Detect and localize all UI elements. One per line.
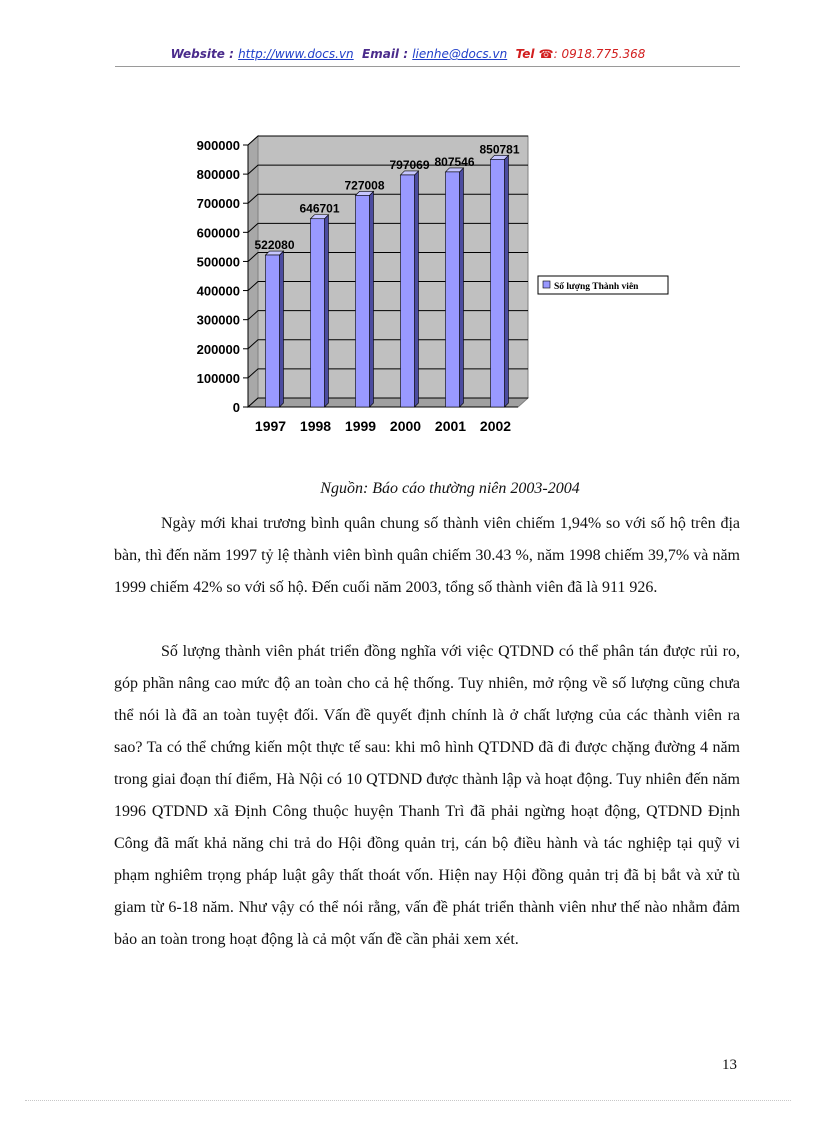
bar-side	[415, 171, 419, 407]
chart-source: Nguồn: Báo cáo thường niên 2003-2004	[320, 480, 580, 497]
bar-side	[325, 215, 329, 407]
x-tick-label: 1998	[299, 418, 332, 434]
y-tick-label: 600000	[196, 225, 240, 241]
data-label: 646701	[299, 201, 340, 216]
legend-swatch	[543, 281, 550, 288]
email-label: Email :	[362, 47, 409, 61]
phone-icon: ☎	[538, 47, 554, 61]
email-link[interactable]: lienhe@docs.vn	[412, 47, 508, 61]
y-tick-label: 100000	[196, 370, 240, 386]
bar	[356, 195, 370, 407]
y-tick-label: 700000	[196, 196, 240, 212]
x-tick-label: 1999	[344, 418, 377, 434]
chart-back-layer	[243, 136, 528, 407]
header-divider	[115, 66, 740, 67]
y-tick-label: 400000	[196, 283, 240, 299]
x-tick-label: 2001	[434, 418, 467, 434]
y-tick-label: 900000	[196, 138, 240, 153]
plot-floor	[248, 398, 528, 407]
paragraph-2-block	[114, 636, 740, 956]
x-tick-label: 2000	[389, 418, 422, 434]
plot-side-wall	[248, 136, 258, 407]
plot-back-wall	[258, 136, 528, 398]
legend-label: Số lượng Thành viên	[554, 282, 639, 292]
y-tick-label: 300000	[196, 312, 240, 328]
y-tick-label: 800000	[196, 167, 240, 183]
x-tick-label: 1997	[254, 418, 287, 434]
member-count-chart	[178, 128, 678, 438]
page-number: 13	[722, 1057, 737, 1073]
data-label: 727008	[344, 178, 385, 193]
footer-divider	[25, 1100, 791, 1101]
chart-legend	[538, 276, 668, 294]
bar-side	[370, 191, 374, 407]
bar	[266, 255, 280, 407]
bar	[311, 219, 325, 407]
y-tick-label: 0	[232, 400, 240, 415]
y-tick-label: 200000	[196, 341, 240, 357]
bar	[491, 159, 505, 407]
paragraph-1-block	[114, 508, 740, 604]
paragraph-1: Ngày mới khai trương bình quân chung số thành viên chiếm 1,94% so với số hộ trên địa bàn, thì đến năm 1997 tỷ lệ thành viên bình quân chiếm 30.43 %, năm 1998 chiếm 39,7% và năm 1999 chiếm 42% so với số hộ. Đến cuối năm 2003, tổng số thành viên đã là 911 926.	[114, 515, 740, 596]
y-tick-label: 500000	[196, 254, 240, 270]
bar	[446, 172, 460, 407]
data-label: 807546	[434, 154, 475, 169]
x-tick-label: 2002	[479, 418, 512, 434]
bar-side	[280, 251, 284, 407]
paragraph-2: Số lượng thành viên phát triển đồng nghĩa với việc QTDND có thể phân tán được rủi ro, góp phần nâng cao mức độ an toàn cho cả hệ thống. Tuy nhiên, mở rộng về số lượng cũng chưa thể nói là đã an toàn tuyệt đối. Vấn đề quyết định chính là ở chất lượng của các thành viên ra sao? Ta có thể chứng kiến một thực tế sau: khi mô hình QTDND đã đi được chặng đường 4 năm trong giai đoạn thí điểm, Hà Nội có 10 QTDND được thành lập và hoạt động. Tuy nhiên đến năm 1996 QTDND xã Định Công thuộc huyện Thanh Trì đã phải ngừng hoạt động, QTDND Định Công đã mất khả năng chi trả do Hội đồng quản trị, cán bộ điều hành và tác nghiệp tại quỹ vi phạm nghiêm trọng pháp luật gây thất thoát vốn. Hiện nay Hội đồng quản trị đã bị bắt và xử tù giam từ 6-18 năm. Như vậy có thể nói rằng, vấn đề phát triển thành viên như thế nào nhằm đảm bảo an toàn trong hoạt động là cả một vấn đề cần phải xem xét.	[114, 643, 740, 948]
data-label: 522080	[254, 238, 295, 253]
page-header	[0, 47, 816, 61]
tel-number: : 0918.775.368	[553, 47, 646, 61]
bar	[401, 175, 415, 407]
data-label: 797069	[389, 157, 430, 172]
bar-side	[460, 168, 464, 407]
website-label: Website :	[170, 47, 234, 61]
tel-label: Tel	[515, 47, 535, 61]
data-label: 850781	[479, 142, 520, 157]
website-link[interactable]: http://www.docs.vn	[238, 47, 354, 61]
bar-side	[505, 155, 509, 407]
